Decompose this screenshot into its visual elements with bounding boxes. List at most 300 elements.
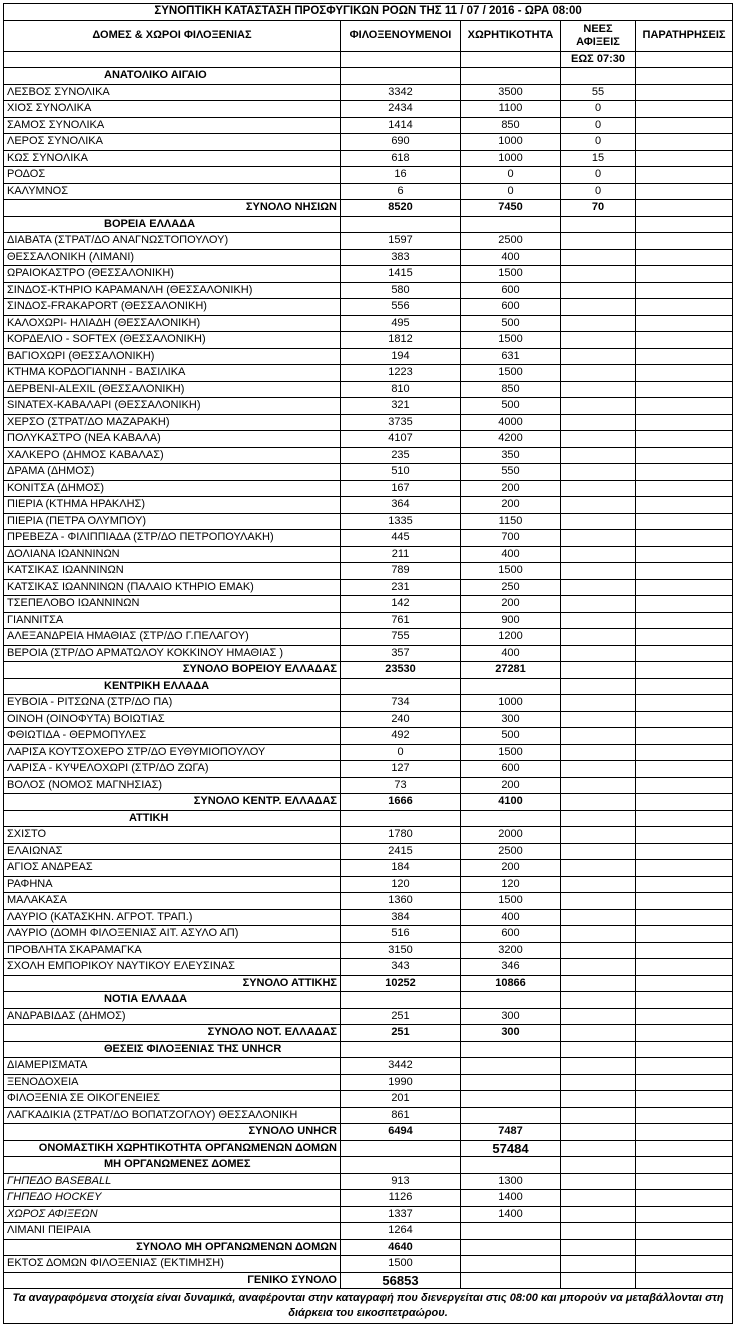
hosted-cell: 1360 [341, 893, 461, 910]
capacity-cell: 2500 [461, 843, 561, 860]
arrivals-cell [561, 629, 636, 646]
capacity-cell [461, 1223, 561, 1240]
notes-cell [636, 1157, 733, 1174]
table-row [4, 348, 733, 365]
arrivals-cell [561, 662, 636, 679]
table-row [4, 959, 733, 976]
notes-cell [636, 1239, 733, 1256]
capacity-cell: 200 [461, 480, 561, 497]
arrivals-cell [561, 596, 636, 613]
facility-name: ΚΟΝΙΤΣΑ (ΔΗΜΟΣ) [4, 480, 341, 497]
notes-cell [636, 843, 733, 860]
facility-name: ΔΕΡΒΕΝΙ-ALEXIL (ΘΕΣΣΑΛΟΝΙΚΗ) [4, 381, 341, 398]
facility-name: ΚΑΤΣΙΚΑΣ ΙΩΑΝΝΙΝΩΝ [4, 563, 341, 580]
facility-name: ΚΑΛΟΧΩΡΙ- ΗΛΙΑΔΗ (ΘΕΣΣΑΛΟΝΙΚΗ) [4, 315, 341, 332]
hosted-cell: 810 [341, 381, 461, 398]
arrivals-cell [561, 332, 636, 349]
notes-cell [636, 167, 733, 184]
arrivals-cell [561, 464, 636, 481]
table-row [4, 84, 733, 101]
hosted-cell: 1812 [341, 332, 461, 349]
arrivals-cell [561, 893, 636, 910]
capacity-cell [461, 1074, 561, 1091]
capacity-cell: 631 [461, 348, 561, 365]
notes-cell [636, 282, 733, 299]
facility-name: ΚΑΤΣΙΚΑΣ ΙΩΑΝΝΙΝΩΝ (ΠΑΛΑΙΟ ΚΤΗΡΙΟ ΕΜΑΚ) [4, 579, 341, 596]
notes-cell [636, 414, 733, 431]
capacity-cell [461, 1272, 561, 1289]
arrivals-cell [561, 678, 636, 695]
hosted-cell: 364 [341, 497, 461, 514]
facility-name: ΓΗΠΕΔΟ HOCKEY [4, 1190, 341, 1207]
arrivals-cell [561, 1239, 636, 1256]
arrivals-cell [561, 68, 636, 85]
table-row [4, 447, 733, 464]
notes-cell [636, 101, 733, 118]
notes-cell [636, 1107, 733, 1124]
table-row [4, 827, 733, 844]
total-row [4, 1272, 733, 1289]
capacity-cell: 4100 [461, 794, 561, 811]
hosted-cell: 1597 [341, 233, 461, 250]
notes-cell [636, 1074, 733, 1091]
table-row [4, 579, 733, 596]
notes-cell [636, 596, 733, 613]
facility-name: ΣΥΝΟΛΟ ΑΤΤΙΚΗΣ [4, 975, 341, 992]
header-new-arrivals: ΝΕΕΣ ΑΦΙΞΕΙΣ [561, 20, 636, 51]
notes-cell [636, 216, 733, 233]
facility-name: ΣΙΝΔΟΣ-FRAKAPORT (ΘΕΣΣΑΛΟΝΙΚΗ) [4, 299, 341, 316]
capacity-cell: 400 [461, 546, 561, 563]
capacity-cell: 600 [461, 926, 561, 943]
hosted-cell: 2434 [341, 101, 461, 118]
facility-name: ΕΥΒΟΙΑ - ΡΙΤΣΩΝΑ (ΣΤΡ/ΔΟ ΠΑ) [4, 695, 341, 712]
notes-cell [636, 68, 733, 85]
facility-name: ΑΝΔΡΑΒΙΔΑΣ (ΔΗΜΟΣ) [4, 1008, 341, 1025]
total-row [4, 662, 733, 679]
table-row [4, 414, 733, 431]
capacity-cell: 1500 [461, 744, 561, 761]
table-row [4, 167, 733, 184]
hosted-cell: 251 [341, 1008, 461, 1025]
total-row [4, 1239, 733, 1256]
table-row [4, 1091, 733, 1108]
facility-name: ΑΛΕΞΑΝΔΡΕΙΑ ΗΜΑΘΙΑΣ (ΣΤΡ/ΔΟ Γ.ΠΕΛΑΓΟΥ) [4, 629, 341, 646]
notes-cell [636, 497, 733, 514]
facility-name: ΠΟΛΥΚΑΣΤΡΟ (ΝΕΑ ΚΑΒΑΛΑ) [4, 431, 341, 448]
hosted-cell: 1126 [341, 1190, 461, 1207]
arrivals-cell [561, 959, 636, 976]
notes-cell [636, 150, 733, 167]
subheader-row [4, 51, 733, 68]
notes-cell [636, 381, 733, 398]
capacity-cell: 300 [461, 1008, 561, 1025]
arrivals-cell [561, 497, 636, 514]
arrivals-cell [561, 942, 636, 959]
facility-name: ΚΑΛΥΜΝΟΣ [4, 183, 341, 200]
hosted-cell: 167 [341, 480, 461, 497]
facility-name: ΔΡΑΜΑ (ΔΗΜΟΣ) [4, 464, 341, 481]
hosted-cell [341, 216, 461, 233]
hosted-cell: 384 [341, 909, 461, 926]
table-row [4, 1058, 733, 1075]
notes-cell [636, 761, 733, 778]
hosted-cell: 510 [341, 464, 461, 481]
capacity-cell [461, 1058, 561, 1075]
capacity-cell: 400 [461, 249, 561, 266]
arrivals-cell [561, 926, 636, 943]
facility-name: ΡΑΦΗΝΑ [4, 876, 341, 893]
arrivals-cell [561, 546, 636, 563]
capacity-cell: 1500 [461, 563, 561, 580]
hosted-cell: 861 [341, 1107, 461, 1124]
notes-cell [636, 266, 733, 283]
capacity-cell: 350 [461, 447, 561, 464]
section-row [4, 1041, 733, 1058]
title-row [4, 4, 733, 21]
capacity-cell: 700 [461, 530, 561, 547]
arrivals-cell [561, 645, 636, 662]
notes-cell [636, 1025, 733, 1042]
arrivals-cell [561, 431, 636, 448]
facility-name: ΦΙΛΟΞΕΝΙΑ ΣΕ ΟΙΚΟΓΕΝΕΙΕΣ [4, 1091, 341, 1108]
capacity-cell: 300 [461, 711, 561, 728]
facility-name: ΣΙΝΔΟΣ-ΚΤΗΡΙΟ ΚΑΡΑΜΑΝΛΗ (ΘΕΣΣΑΛΟΝΙΚΗ) [4, 282, 341, 299]
notes-cell [636, 579, 733, 596]
footnote-row [4, 1289, 733, 1324]
capacity-cell: 0 [461, 167, 561, 184]
table-row [4, 233, 733, 250]
capacity-cell [461, 1107, 561, 1124]
notes-cell [636, 794, 733, 811]
hosted-cell [341, 1041, 461, 1058]
table-row [4, 299, 733, 316]
hosted-cell: 357 [341, 645, 461, 662]
notes-cell [636, 860, 733, 877]
notes-cell [636, 530, 733, 547]
notes-cell [636, 315, 733, 332]
capacity-cell: 4000 [461, 414, 561, 431]
capacity-cell: 1000 [461, 134, 561, 151]
table-row [4, 1008, 733, 1025]
footnote: Τα αναγραφόμενα στοιχεία είναι δυναμικά, αναφέρονται στην καταγραφή που διενεργείται στις 08:00 και μπορούν να μεταβάλλονται στη διάρκεια του εικοσιτετραώρου. [4, 1289, 733, 1324]
table-row [4, 464, 733, 481]
arrivals-cell [561, 1256, 636, 1273]
arrivals-cell: 0 [561, 134, 636, 151]
facility-name: ΓΙΑΝΝΙΤΣΑ [4, 612, 341, 629]
hosted-cell: 184 [341, 860, 461, 877]
total-row [4, 1124, 733, 1141]
subheader-blank [341, 51, 461, 68]
facility-name: ΒΑΓΙΟΧΩΡΙ (ΘΕΣΣΑΛΟΝΙΚΗ) [4, 348, 341, 365]
arrivals-cell [561, 216, 636, 233]
table-row [4, 909, 733, 926]
capacity-cell: 10866 [461, 975, 561, 992]
notes-cell [636, 777, 733, 794]
arrivals-cell [561, 365, 636, 382]
capacity-cell: 600 [461, 282, 561, 299]
arrivals-cell [561, 992, 636, 1009]
arrivals-cell [561, 843, 636, 860]
capacity-cell: 850 [461, 381, 561, 398]
capacity-cell: 850 [461, 117, 561, 134]
arrivals-cell [561, 711, 636, 728]
table-row [4, 645, 733, 662]
capacity-cell: 0 [461, 183, 561, 200]
notes-cell [636, 134, 733, 151]
capacity-cell: 1150 [461, 513, 561, 530]
arrivals-cell [561, 744, 636, 761]
table-row [4, 183, 733, 200]
hosted-cell: 1415 [341, 266, 461, 283]
capacity-cell: 4200 [461, 431, 561, 448]
capacity-cell [461, 992, 561, 1009]
capacity-cell: 3500 [461, 84, 561, 101]
facility-name: ΣΑΜΟΣ ΣΥΝΟΛΙΚΑ [4, 117, 341, 134]
facility-name: ΞΕΝΟΔΟΧΕΙΑ [4, 1074, 341, 1091]
arrivals-cell [561, 1025, 636, 1042]
notes-cell [636, 447, 733, 464]
facility-name: ΧΑΛΚΕΡΟ (ΔΗΜΟΣ ΚΑΒΑΛΑΣ) [4, 447, 341, 464]
facility-name: ΔΙΑΒΑΤΑ (ΣΤΡΑΤ/ΔΟ ΑΝΑΓΝΩΣΤΟΠΟΥΛΟΥ) [4, 233, 341, 250]
table-row [4, 1173, 733, 1190]
notes-cell [636, 1223, 733, 1240]
capacity-cell [461, 1256, 561, 1273]
arrivals-cell [561, 810, 636, 827]
hosted-cell: 1780 [341, 827, 461, 844]
arrivals-cell [561, 1041, 636, 1058]
facility-name: ΑΤΤΙΚΗ [4, 810, 341, 827]
arrivals-cell [561, 348, 636, 365]
facility-name: ΚΕΝΤΡΙΚΗ ΕΛΛΑΔΑ [4, 678, 341, 695]
hosted-cell: 580 [341, 282, 461, 299]
notes-cell [636, 200, 733, 217]
facility-name: ΛΕΣΒΟΣ ΣΥΝΟΛΙΚΑ [4, 84, 341, 101]
hosted-cell: 0 [341, 744, 461, 761]
facility-name: ΚΩΣ ΣΥΝΟΛΙΚΑ [4, 150, 341, 167]
arrivals-cell [561, 728, 636, 745]
table-row [4, 249, 733, 266]
hosted-cell: 761 [341, 612, 461, 629]
total-row [4, 200, 733, 217]
capacity-cell [461, 1239, 561, 1256]
table-row [4, 332, 733, 349]
table-row [4, 843, 733, 860]
hosted-cell: 1223 [341, 365, 461, 382]
arrivals-cell [561, 233, 636, 250]
capacity-cell: 7487 [461, 1124, 561, 1141]
capacity-cell: 1200 [461, 629, 561, 646]
section-row [4, 1157, 733, 1174]
hosted-cell: 211 [341, 546, 461, 563]
hosted-cell: 73 [341, 777, 461, 794]
facility-name: ΓΗΠΕΔΟ BASEBALL [4, 1173, 341, 1190]
facility-name: ΔΟΛΙΑΝΑ ΙΩΑΝΝΙΝΩΝ [4, 546, 341, 563]
hosted-cell: 734 [341, 695, 461, 712]
notes-cell [636, 117, 733, 134]
capacity-cell: 500 [461, 398, 561, 415]
table-row [4, 266, 733, 283]
table-row [4, 1074, 733, 1091]
table-row [4, 893, 733, 910]
arrivals-cell: 0 [561, 117, 636, 134]
total-row [4, 1025, 733, 1042]
notes-cell [636, 612, 733, 629]
arrivals-cell [561, 827, 636, 844]
table-row [4, 1107, 733, 1124]
arrivals-cell [561, 1091, 636, 1108]
arrivals-cell [561, 860, 636, 877]
arrivals-cell [561, 1107, 636, 1124]
notes-cell [636, 1041, 733, 1058]
arrivals-cell: 0 [561, 101, 636, 118]
notes-cell [636, 183, 733, 200]
hosted-cell: 913 [341, 1173, 461, 1190]
arrivals-cell [561, 612, 636, 629]
arrivals-cell [561, 1124, 636, 1141]
capacity-cell: 550 [461, 464, 561, 481]
hosted-cell: 6494 [341, 1124, 461, 1141]
facility-name: ΑΝΑΤΟΛΙΚΟ ΑΙΓΑΙΟ [4, 68, 341, 85]
facility-name: ΤΣΕΠΕΛΟΒΟ ΙΩΑΝΝΙΝΩΝ [4, 596, 341, 613]
hosted-cell: 495 [341, 315, 461, 332]
table-row [4, 1256, 733, 1273]
capacity-cell: 1100 [461, 101, 561, 118]
capacity-cell: 1500 [461, 365, 561, 382]
header-capacity: ΧΩΡΗΤΙΚΟΤΗΤΑ [461, 20, 561, 51]
arrivals-cell [561, 1173, 636, 1190]
capacity-cell: 900 [461, 612, 561, 629]
subheader-blank [461, 51, 561, 68]
hosted-cell: 789 [341, 563, 461, 580]
facility-name: ΧΩΡΟΣ ΑΦΙΞΕΩΝ [4, 1206, 341, 1223]
facility-name: ΝΟΤΙΑ ΕΛΛΑΔΑ [4, 992, 341, 1009]
capacity-cell [461, 216, 561, 233]
arrivals-cell [561, 909, 636, 926]
subheader-blank [636, 51, 733, 68]
hosted-cell: 235 [341, 447, 461, 464]
facility-name: ΟΝΟΜΑΣΤΙΚΗ ΧΩΡΗΤΙΚΟΤΗΤΑ ΟΡΓΑΝΩΜΕΝΩΝ ΔΟΜΩΝ [4, 1140, 341, 1157]
hosted-cell: 3342 [341, 84, 461, 101]
notes-cell [636, 662, 733, 679]
notes-cell [636, 546, 733, 563]
notes-cell [636, 893, 733, 910]
facility-name: ΠΙΕΡΙΑ (ΚΤΗΜΑ ΗΡΑΚΛΗΣ) [4, 497, 341, 514]
notes-cell [636, 233, 733, 250]
notes-cell [636, 695, 733, 712]
notes-cell [636, 711, 733, 728]
table-row [4, 530, 733, 547]
facility-name: ΣΥΝΟΛΟ ΝΟΤ. ΕΛΛΑΔΑΣ [4, 1025, 341, 1042]
capacity-cell: 200 [461, 777, 561, 794]
facility-name: ΣΥΝΟΛΟ ΜΗ ΟΡΓΑΝΩΜΕΝΩΝ ΔΟΜΩΝ [4, 1239, 341, 1256]
header-hosted: ΦΙΛΟΞΕΝΟΥΜΕΝΟΙ [341, 20, 461, 51]
arrivals-cell [561, 266, 636, 283]
hosted-cell: 321 [341, 398, 461, 415]
hosted-cell: 16 [341, 167, 461, 184]
hosted-cell: 1337 [341, 1206, 461, 1223]
section-row [4, 992, 733, 1009]
hosted-cell [341, 1140, 461, 1157]
capacity-cell: 600 [461, 299, 561, 316]
arrivals-cell [561, 695, 636, 712]
hosted-cell: 445 [341, 530, 461, 547]
notes-cell [636, 1124, 733, 1141]
notes-cell [636, 629, 733, 646]
table-row [4, 942, 733, 959]
facility-name: ΛΑΓΚΑΔΙΚΙΑ (ΣΤΡΑΤ/ΔΟ ΒΟΠΑΤΖΟΓΛΟΥ) ΘΕΣΣΑΛΟΝΙΚΗ [4, 1107, 341, 1124]
arrivals-cell [561, 876, 636, 893]
hosted-cell: 1264 [341, 1223, 461, 1240]
facility-name: ΚΤΗΜΑ ΚΟΡΔΟΓΙΑΝΝΗ - ΒΑΣΙΛΙΚΑ [4, 365, 341, 382]
notes-cell [636, 299, 733, 316]
table-row [4, 728, 733, 745]
hosted-cell: 3442 [341, 1058, 461, 1075]
arrivals-cell [561, 1190, 636, 1207]
hosted-cell: 755 [341, 629, 461, 646]
capacity-cell: 57484 [461, 1140, 561, 1157]
facility-name: ΟΙΝΟΗ (ΟΙΝΟΦΥΤΑ) ΒΟΙΩΤΙΑΣ [4, 711, 341, 728]
hosted-cell [341, 810, 461, 827]
table-row [4, 777, 733, 794]
facility-name: ΒΕΡΟΙΑ (ΣΤΡ/ΔΟ ΑΡΜΑΤΩΛΟΥ ΚΟΚΚΙΝΟΥ ΗΜΑΘΙΑΣ ) [4, 645, 341, 662]
notes-cell [636, 959, 733, 976]
notes-cell [636, 348, 733, 365]
facility-name: ΛΑΡΙΣΑ ΚΟΥΤΣΟΧΕΡΟ ΣΤΡ/ΔΟ ΕΥΘΥΜΙΟΠΟΥΛΟΥ [4, 744, 341, 761]
section-row [4, 678, 733, 695]
hosted-cell: 3150 [341, 942, 461, 959]
notes-cell [636, 480, 733, 497]
notes-cell [636, 1206, 733, 1223]
capacity-cell [461, 1157, 561, 1174]
header-notes: ΠΑΡΑΤΗΡΗΣΕΙΣ [636, 20, 733, 51]
facility-name: ΠΡΕΒΕΖΑ - ΦΙΛΙΠΠΙΑΔΑ (ΣΤΡ/ΔΟ ΠΕΤΡΟΠΟΥΛΑΚΗ) [4, 530, 341, 547]
notes-cell [636, 431, 733, 448]
table-row [4, 563, 733, 580]
arrivals-cell [561, 1008, 636, 1025]
capacity-cell: 1500 [461, 893, 561, 910]
hosted-cell: 194 [341, 348, 461, 365]
capacity-cell: 600 [461, 761, 561, 778]
facility-name: ΧΕΡΣΟ (ΣΤΡΑΤ/ΔΟ ΜΑΖΑΡΑΚΗ) [4, 414, 341, 431]
table-row [4, 1206, 733, 1223]
notes-cell [636, 464, 733, 481]
table-row [4, 546, 733, 563]
notes-cell [636, 365, 733, 382]
hosted-cell: 3735 [341, 414, 461, 431]
hosted-cell: 240 [341, 711, 461, 728]
capacity-cell [461, 1091, 561, 1108]
capacity-cell: 1000 [461, 150, 561, 167]
notes-cell [636, 942, 733, 959]
facility-name: ΛΑΥΡΙΟ (ΔΟΜΗ ΦΙΛΟΞΕΝΙΑΣ ΑΙΤ. ΑΣΥΛΟ ΑΠ) [4, 926, 341, 943]
hosted-cell: 4640 [341, 1239, 461, 1256]
notes-cell [636, 398, 733, 415]
capacity-cell: 1300 [461, 1173, 561, 1190]
capacity-cell: 400 [461, 645, 561, 662]
arrivals-cell [561, 1223, 636, 1240]
arrivals-cell [561, 398, 636, 415]
facility-name: ΕΚΤΟΣ ΔΟΜΩΝ ΦΙΛΟΞΕΝΙΑΣ (ΕΚΤΙΜΗΣΗ) [4, 1256, 341, 1273]
table-row [4, 282, 733, 299]
notes-cell [636, 645, 733, 662]
facility-name: ΜΑΛΑΚΑΣΑ [4, 893, 341, 910]
arrivals-cell [561, 563, 636, 580]
arrivals-cell: 70 [561, 200, 636, 217]
capacity-cell: 346 [461, 959, 561, 976]
table-row [4, 315, 733, 332]
arrivals-cell [561, 761, 636, 778]
